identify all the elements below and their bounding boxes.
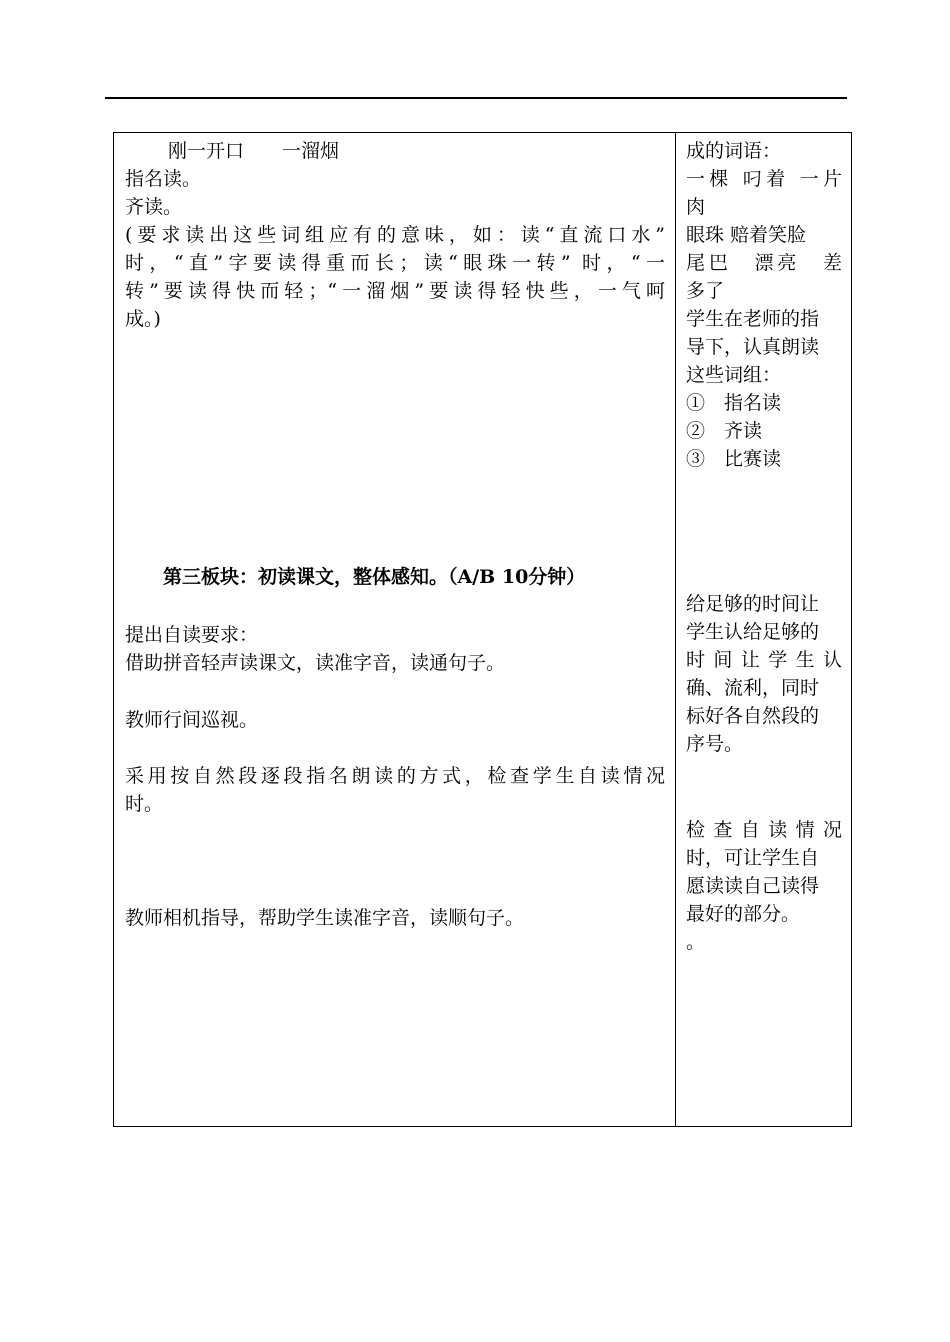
- requirement-line-3: 转”要读得快而轻；“一溜烟”要读得轻快些，一气呵: [125, 280, 665, 302]
- words-line: 刚一开口 一溜烟: [168, 140, 340, 162]
- teacher-guide: 教师相机指导，帮助学生读准字音，读顺句子。: [125, 907, 525, 929]
- right-line: ③ 比赛读: [686, 448, 782, 470]
- lesson-table: [113, 132, 852, 1127]
- right-line: 眼珠 赔着笑脸: [686, 224, 807, 246]
- right-line: 成的词语：: [686, 140, 782, 162]
- right-line: 给足够的时间让: [686, 593, 820, 615]
- right-line: 愿读读自己读得: [686, 875, 820, 897]
- right-line: 尾巴 漂亮 差: [686, 252, 842, 274]
- right-line: 最好的部分。: [686, 903, 801, 925]
- requirement-line-1: (要求读出这些词组应有的意味，如：读“直流口水”: [125, 224, 665, 246]
- read-individual: 指名读。: [125, 168, 202, 190]
- right-line: ② 齐读: [686, 420, 763, 442]
- requirement-line-4: 成。): [125, 308, 161, 330]
- right-line: 多了: [686, 280, 725, 302]
- header-rule: [105, 97, 847, 99]
- teacher-patrol: 教师行间巡视。: [125, 709, 259, 731]
- requirement-line-2: 时，“直”字要读得重而长；读“眼珠一转” 时，“一: [125, 252, 665, 274]
- section-title: 第三板块：初读课文，整体感知。（A/B 10分钟）: [163, 566, 586, 588]
- check-method-line-2: 时。: [125, 793, 164, 815]
- read-together: 齐读。: [125, 196, 183, 218]
- right-line: ① 指名读: [686, 392, 782, 414]
- right-line: 检 查 自 读 情 况: [686, 819, 842, 841]
- right-line: 标好各自然段的: [686, 705, 820, 727]
- check-method-line-1: 采用按自然段逐段指名朗读的方式，检查学生自读情况: [125, 765, 665, 787]
- right-line: 学生在老师的指: [686, 308, 820, 330]
- right-line: 导下，认真朗读: [686, 336, 820, 358]
- teaching-process-cell: [114, 133, 675, 1126]
- right-line: 时 间 让 学 生 认: [686, 649, 842, 671]
- right-line: 序号。: [686, 733, 744, 755]
- self-read-title: 提出自读要求：: [125, 624, 259, 646]
- right-line: 。: [686, 931, 706, 953]
- right-line: 学生认给足够的: [686, 621, 820, 643]
- right-line: 时，可让学生自: [686, 847, 820, 869]
- self-read-detail: 借助拼音轻声读课文，读准字音，读通句子。: [125, 652, 506, 674]
- right-line: 这些词组：: [686, 364, 782, 386]
- student-activity-cell: [676, 133, 851, 1126]
- right-line: 肉: [686, 196, 706, 218]
- right-line: 确、流利，同时: [686, 677, 820, 699]
- right-line: 一棵 叼着 一片: [686, 168, 842, 190]
